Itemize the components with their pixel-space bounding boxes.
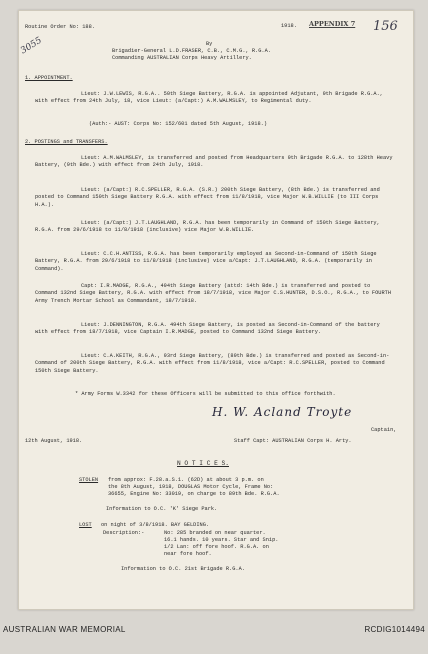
posting-para-4: Lieut: C.C.H.ANTISS, R.G.A. has been temporarily employed as Second-in-Command of 150th Siege Battery, R.G.A. from 29/6/1918 to 11/8/1918 (inclusive) vice a/Capt: J.T.LAUGHLAND, R.G.A. (temporarily in Command). xyxy=(35,251,377,272)
lost-description-line-2: 16.1 hands. 10 years. Star and Snip. xyxy=(164,537,279,543)
issuer-by: By xyxy=(206,41,213,47)
appendix-stamp: APPENDIX 7 xyxy=(309,20,356,28)
document-page xyxy=(18,10,414,610)
handwritten-page-number: 156 xyxy=(373,19,398,34)
archive-reference: RCDIG1014494 xyxy=(364,625,425,634)
stolen-line-1: from approx: F.28.a.S.1. (62D) at about 3 p.m. on xyxy=(108,477,264,483)
lost-description-line-3: 1/2 Lan: off fore hoof. R.G.A. on xyxy=(164,544,269,550)
stolen-label: STOLEN xyxy=(79,477,99,483)
lost-information: Information to O.C. 21st Brigade R.G.A. xyxy=(121,566,245,572)
handwritten-signature: H. W. Acland Troyte xyxy=(212,405,353,419)
section-2-heading: 2. POSTINGS and TRANSFERS. xyxy=(25,139,108,145)
posting-para-5: Capt: I.R.MADGE, R.G.A., 494th Siege Battery (attd: 14th Bde.) is transferred and posted to Command 132nd Siege Battery, R.G.A. with effect from 18/7/1918, vice Major C.S.HUNTER, D.S.O., R.G.A., to FOURTH Army Trench Mortar School as Commandant, 18/7/1918. xyxy=(35,283,392,304)
posting-para-6: Lieut: J.DENNINGTON, R.G.A. 494th Siege Battery, is posted as Second-in-Command of the battery with effect from 18/7/1918, vice Captain I.R.MADGE, posted to Command 132nd Siege Battery. xyxy=(35,322,380,336)
lost-description-line-4: near fore hoof. xyxy=(164,551,212,557)
section-1-body: Lieut: J.W.LEWIS, R.G.A.. 50th Siege Battery, R.G.A. is appointed Adjutant, 9th Brigade R.G.A., with effect from 24th July, 18, vice Lieut: (a/Capt:) A.M.WALMSLEY, to Regimental duty. xyxy=(35,91,383,105)
lost-label: LOST xyxy=(79,522,92,528)
signatory-rank: Captain, xyxy=(371,427,397,433)
army-forms-note: * Army Forms W.3342 for these Officers will be submitted to this office forthwith. xyxy=(75,391,336,397)
posting-para-1: Lieut: A.M.WALMSLEY, is transferred and posted from Headquarters 9th Brigade R.G.A. to 128th Heavy Battery, (9th Bde.) with effect from 24th July, 1918. xyxy=(35,155,393,169)
signatory-role: Staff Capt: AUSTRALIAN Corps H. Arty. xyxy=(234,438,352,444)
posting-para-2: Lieut: (a/Capt:) R.C.SPELLER, R.G.A. (S.R.) 200th Siege Battery, (8th Bde.) is transferred and posted to Command 150th Siege Battery R.G.A. with effect from 11/8/1918, vice Major W.B.WILLIE (to III Corps H.A.). xyxy=(35,187,380,208)
stolen-information: Information to O.C. 'K' Siege Park. xyxy=(106,506,218,512)
stolen-line-3: 36655, Engine No: 33019, on charge to 89th Bde. R.G.A. xyxy=(108,491,280,497)
posting-para-7: Lieut: C.A.KEITH, R.G.A., 93rd Siege Battery, (89th Bde.) is transferred and posted as Second-in-Command of 200th Siege Battery, R.G.A. with effect from 11/8/1918, vice a/Capt: R.C.SPELLER, posted to Command 150th Siege Battery. xyxy=(35,353,390,374)
order-year: 1918. xyxy=(281,23,297,29)
lost-description-label: Description:- xyxy=(103,530,145,536)
section-1-auth: (Auth:- AUST: Corps No: 152/601 dated 5th August, 1918.) xyxy=(89,121,268,127)
lost-description-line-1: No: 285 branded on near quarter. xyxy=(164,530,266,536)
handwritten-margin-number: 3055 xyxy=(19,35,44,57)
posting-para-3: Lieut: (a/Capt:) J.T.LAUGHLAND, R.G.A. has been temporarily in Command of 150th Siege Battery, R.G.A. from 29/6/1918 to 11/8/1918 (inclusive) vice Major W.B.WILLIE. xyxy=(35,220,380,234)
issuer-line-1: Brigadier-General L.D.FRASER, C.B., C.M.G., R.G.A. xyxy=(112,48,271,54)
issuer-line-2: Commanding AUSTRALIAN Corps Heavy Artillery. xyxy=(112,55,252,61)
order-date: 12th August, 1918. xyxy=(25,438,83,444)
section-1-heading: 1. APPOINTMENT. xyxy=(25,75,73,81)
stolen-line-2: the 8th August, 1918, DOUGLAS Motor Cycle, Frame No: xyxy=(108,484,274,490)
notices-heading: N O T I C E S. xyxy=(177,460,229,467)
archive-credit: AUSTRALIAN WAR MEMORIAL xyxy=(3,625,126,634)
lost-line-1: on night of 3/8/1918. BAY GELDING. xyxy=(101,522,210,528)
routine-order-number: Routine Order No: 188. xyxy=(25,24,95,30)
